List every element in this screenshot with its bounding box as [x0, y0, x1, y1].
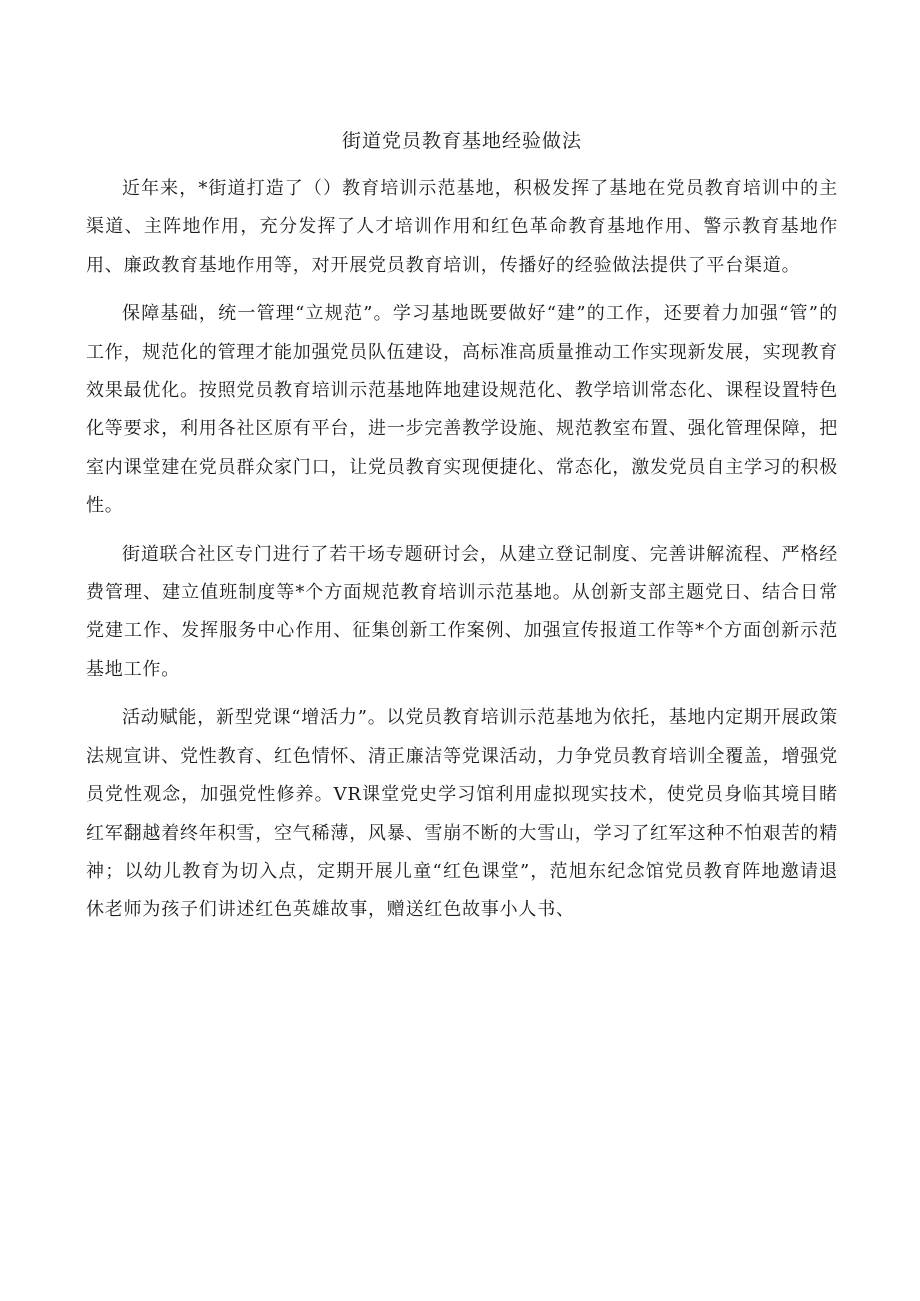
- paragraph-activities: 活动赋能，新型党课“增活力”。以党员教育培训示范基地为依托，基地内定期开展政策法规宣讲、党性教育、红色情怀、清正廉洁等党课活动，力争党员教育培训全覆盖，增强党员党性观念，加强党性修养。VR课堂党史学习馆利用虚拟现实技术，使党员身临其境目睹红军翻越着终年积雪，空气稀薄，风暴、雪崩不断的大雪山，学习了红军这种不怕艰苦的精神；以幼儿教育为切入点，定期开展儿童“红色课堂”，范旭东纪念馆党员教育阵地邀请退休老师为孩子们讲述红色英雄故事，赠送红色故事小人书、: [86, 707, 838, 921]
- document-page: [86, 124, 838, 930]
- paragraph-standardization: 保障基础，统一管理“立规范”。学习基地既要做好“建”的工作，还要着力加强“管”的工作，规范化的管理才能加强党员队伍建设，高标准高质量推动工作实现新发展，实现教育效果最优化。按照党员教育培训示范基地阵地建设规范化、教学培训常态化、课程设置特色化等要求，利用各社区原有平台，进一步完善教学设施、规范教室布置、强化管理保障，把室内课堂建在党员群众家门口，让党员教育实现便捷化、常态化，激发党员自主学习的积极性。: [86, 303, 838, 517]
- paragraph-seminars: 街道联合社区专门进行了若干场专题研讨会，从建立登记制度、完善讲解流程、严格经费管理、建立值班制度等*个方面规范教育培训示范基地。从创新支部主题党日、结合日常党建工作、发挥服务中心作用、征集创新工作案例、加强宣传报道工作等*个方面创新示范基地工作。: [86, 543, 838, 680]
- document-title: 街道党员教育基地经验做法: [341, 130, 582, 152]
- paragraph-intro: 近年来，*街道打造了（）教育培训示范基地，积极发挥了基地在党员教育培训中的主渠道、主阵地作用，充分发挥了人才培训作用和红色革命教育基地作用、警示教育基地作用、廉政教育基地作用等，对开展党员教育培训，传播好的经验做法提供了平台渠道。: [86, 178, 838, 276]
